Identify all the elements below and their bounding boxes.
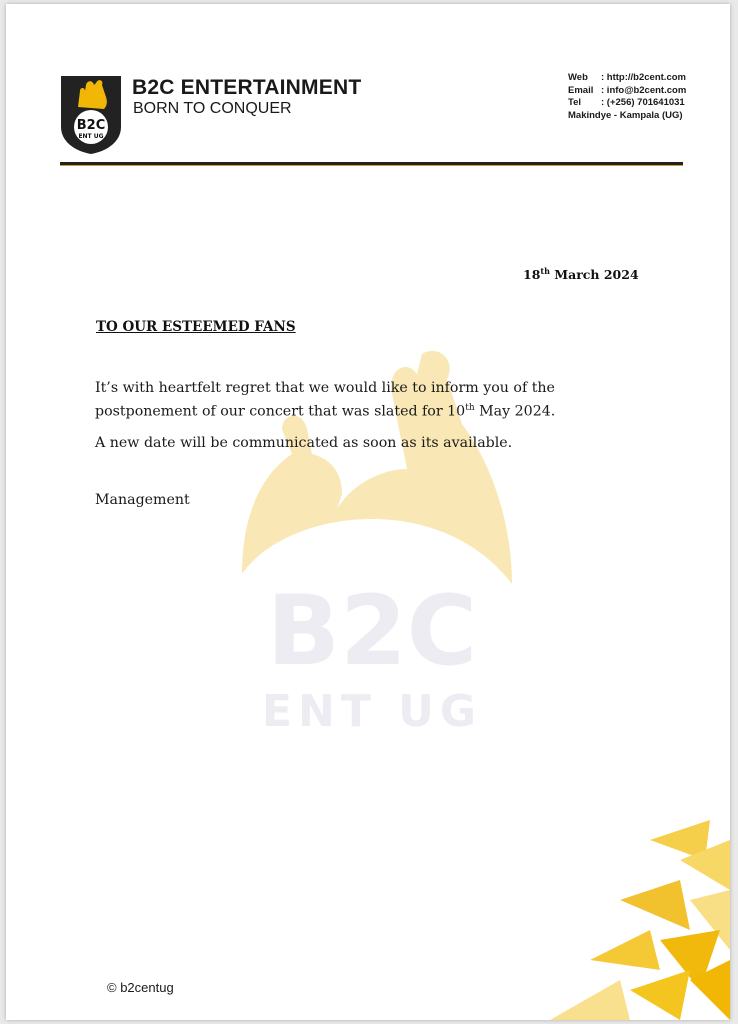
header-divider-accent (60, 165, 683, 166)
letter-body (95, 378, 655, 464)
social-handle: © b2centug (107, 980, 174, 995)
email-link[interactable]: : info@b2cent.com (601, 84, 687, 96)
contact-address: Makindye - Kampala (UG) (568, 109, 683, 121)
corner-decoration (530, 820, 730, 1020)
contact-tel: Tel : (+256) 701641031 (568, 97, 685, 108)
letter-date: 18th March 2024 (523, 266, 639, 283)
letter-heading: TO OUR ESTEEMED FANS (96, 319, 296, 335)
company-name: B2C ENTERTAINMENT (132, 76, 362, 99)
company-tagline: BORN TO CONQUER (133, 100, 292, 117)
contact-email: Email : info@b2cent.com (568, 84, 687, 96)
company-logo (60, 75, 122, 155)
body-paragraph-2: A new date will be communicated as soon as its available. (95, 434, 513, 451)
svg-text:B2C: B2C (266, 575, 478, 687)
web-link[interactable]: : http://b2cent.com (601, 72, 686, 83)
contact-block (568, 72, 686, 122)
svg-text:ENT UG: ENT UG (261, 686, 483, 734)
letter-page (6, 4, 730, 1020)
svg-text:ENT UG: ENT UG (78, 133, 104, 140)
contact-web: Web : http://b2cent.com (568, 72, 686, 83)
svg-text:B2C: B2C (76, 118, 106, 133)
body-paragraph-1: It’s with heartfelt regret that we would like to inform you of the postponement of our concert that was slated for 10th May 2024. (95, 380, 556, 420)
letter-signoff: Management (95, 492, 190, 508)
